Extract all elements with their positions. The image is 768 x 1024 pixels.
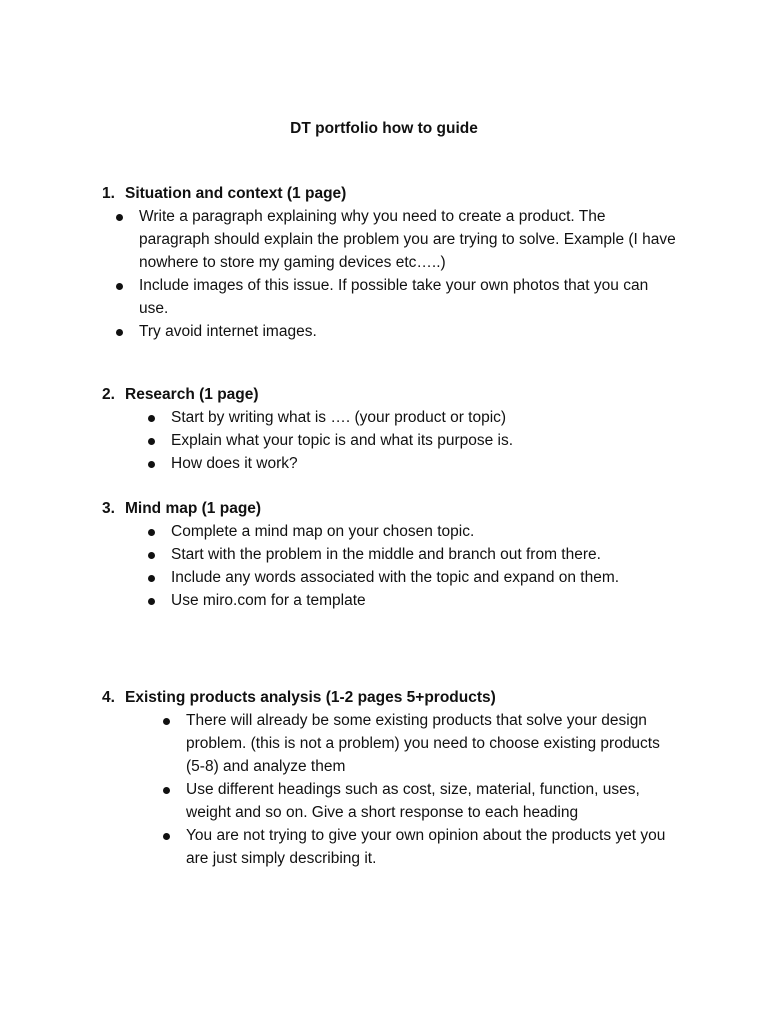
list-item-text: Try avoid internet images. [139,323,317,340]
list-item [102,429,691,452]
list-item [102,709,676,778]
list-item [102,543,691,566]
section-research [102,383,702,475]
list-item-text: Include any words associated with the topic and expand on them. [171,569,620,586]
list-item [102,406,691,429]
bullet-icon [148,598,155,605]
bullet-list [102,205,702,343]
bullet-icon [148,575,155,582]
section-title: Research (1 page) [125,386,259,403]
section-number: 3. [102,500,115,517]
list-item-text: Start by writing what is …. (your product or topic) [171,409,507,426]
bullet-list [102,406,702,475]
list-item-text: There will already be some existing products that solve your design problem. (this is not a problem) you need to choose existing products (5-8) and analyze them [186,712,660,775]
bullet-list [102,709,702,870]
section-existing-products-analysis [102,686,702,870]
list-item-text: You are not trying to give your own opinion about the products yet you are just simply describing it. [186,827,666,867]
bullet-icon [148,438,155,445]
section-number: 1. [102,185,115,202]
section-situation-and-context [102,182,702,343]
document-title: DT portfolio how to guide [290,120,478,137]
list-item-text: Include images of this issue. If possible take your own photos that you can use. [139,277,649,317]
bullet-icon [163,833,170,840]
bullet-icon [148,461,155,468]
section-title: Situation and context (1 page) [125,185,347,202]
list-item [102,274,679,320]
list-item-text: Use miro.com for a template [171,592,366,609]
list-item [102,824,676,870]
list-item [102,205,679,274]
bullet-list [102,520,702,612]
bullet-icon [163,787,170,794]
list-item-text: Explain what your topic is and what its purpose is. [171,432,514,449]
bullet-icon [148,415,155,422]
section-heading [102,383,702,406]
bullet-icon [116,329,123,336]
list-item-text: Use different headings such as cost, size, material, function, uses, weight and so on. Give a short response to each heading [186,781,640,821]
section-heading [102,182,702,205]
bullet-icon [116,214,123,221]
list-item [102,452,691,475]
bullet-icon [148,552,155,559]
bullet-icon [148,529,155,536]
list-item [102,320,679,343]
section-title: Existing products analysis (1-2 pages 5+products) [125,689,496,706]
list-item [102,520,691,543]
section-mind-map [102,497,702,612]
section-heading [102,686,702,709]
list-item [102,778,676,824]
section-number: 2. [102,386,115,403]
list-item-text: How does it work? [171,455,298,472]
bullet-icon [116,283,123,290]
section-title: Mind map (1 page) [125,500,262,517]
list-item [102,566,691,589]
list-item-text: Write a paragraph explaining why you need to create a product. The paragraph should explain the problem you are trying to solve. Example (I have nowhere to store my gaming devices etc…..) [139,208,676,271]
section-number: 4. [102,689,115,706]
bullet-icon [163,718,170,725]
section-heading [102,497,702,520]
list-item-text: Complete a mind map on your chosen topic. [171,523,475,540]
list-item-text: Start with the problem in the middle and branch out from there. [171,546,601,563]
list-item [102,589,691,612]
